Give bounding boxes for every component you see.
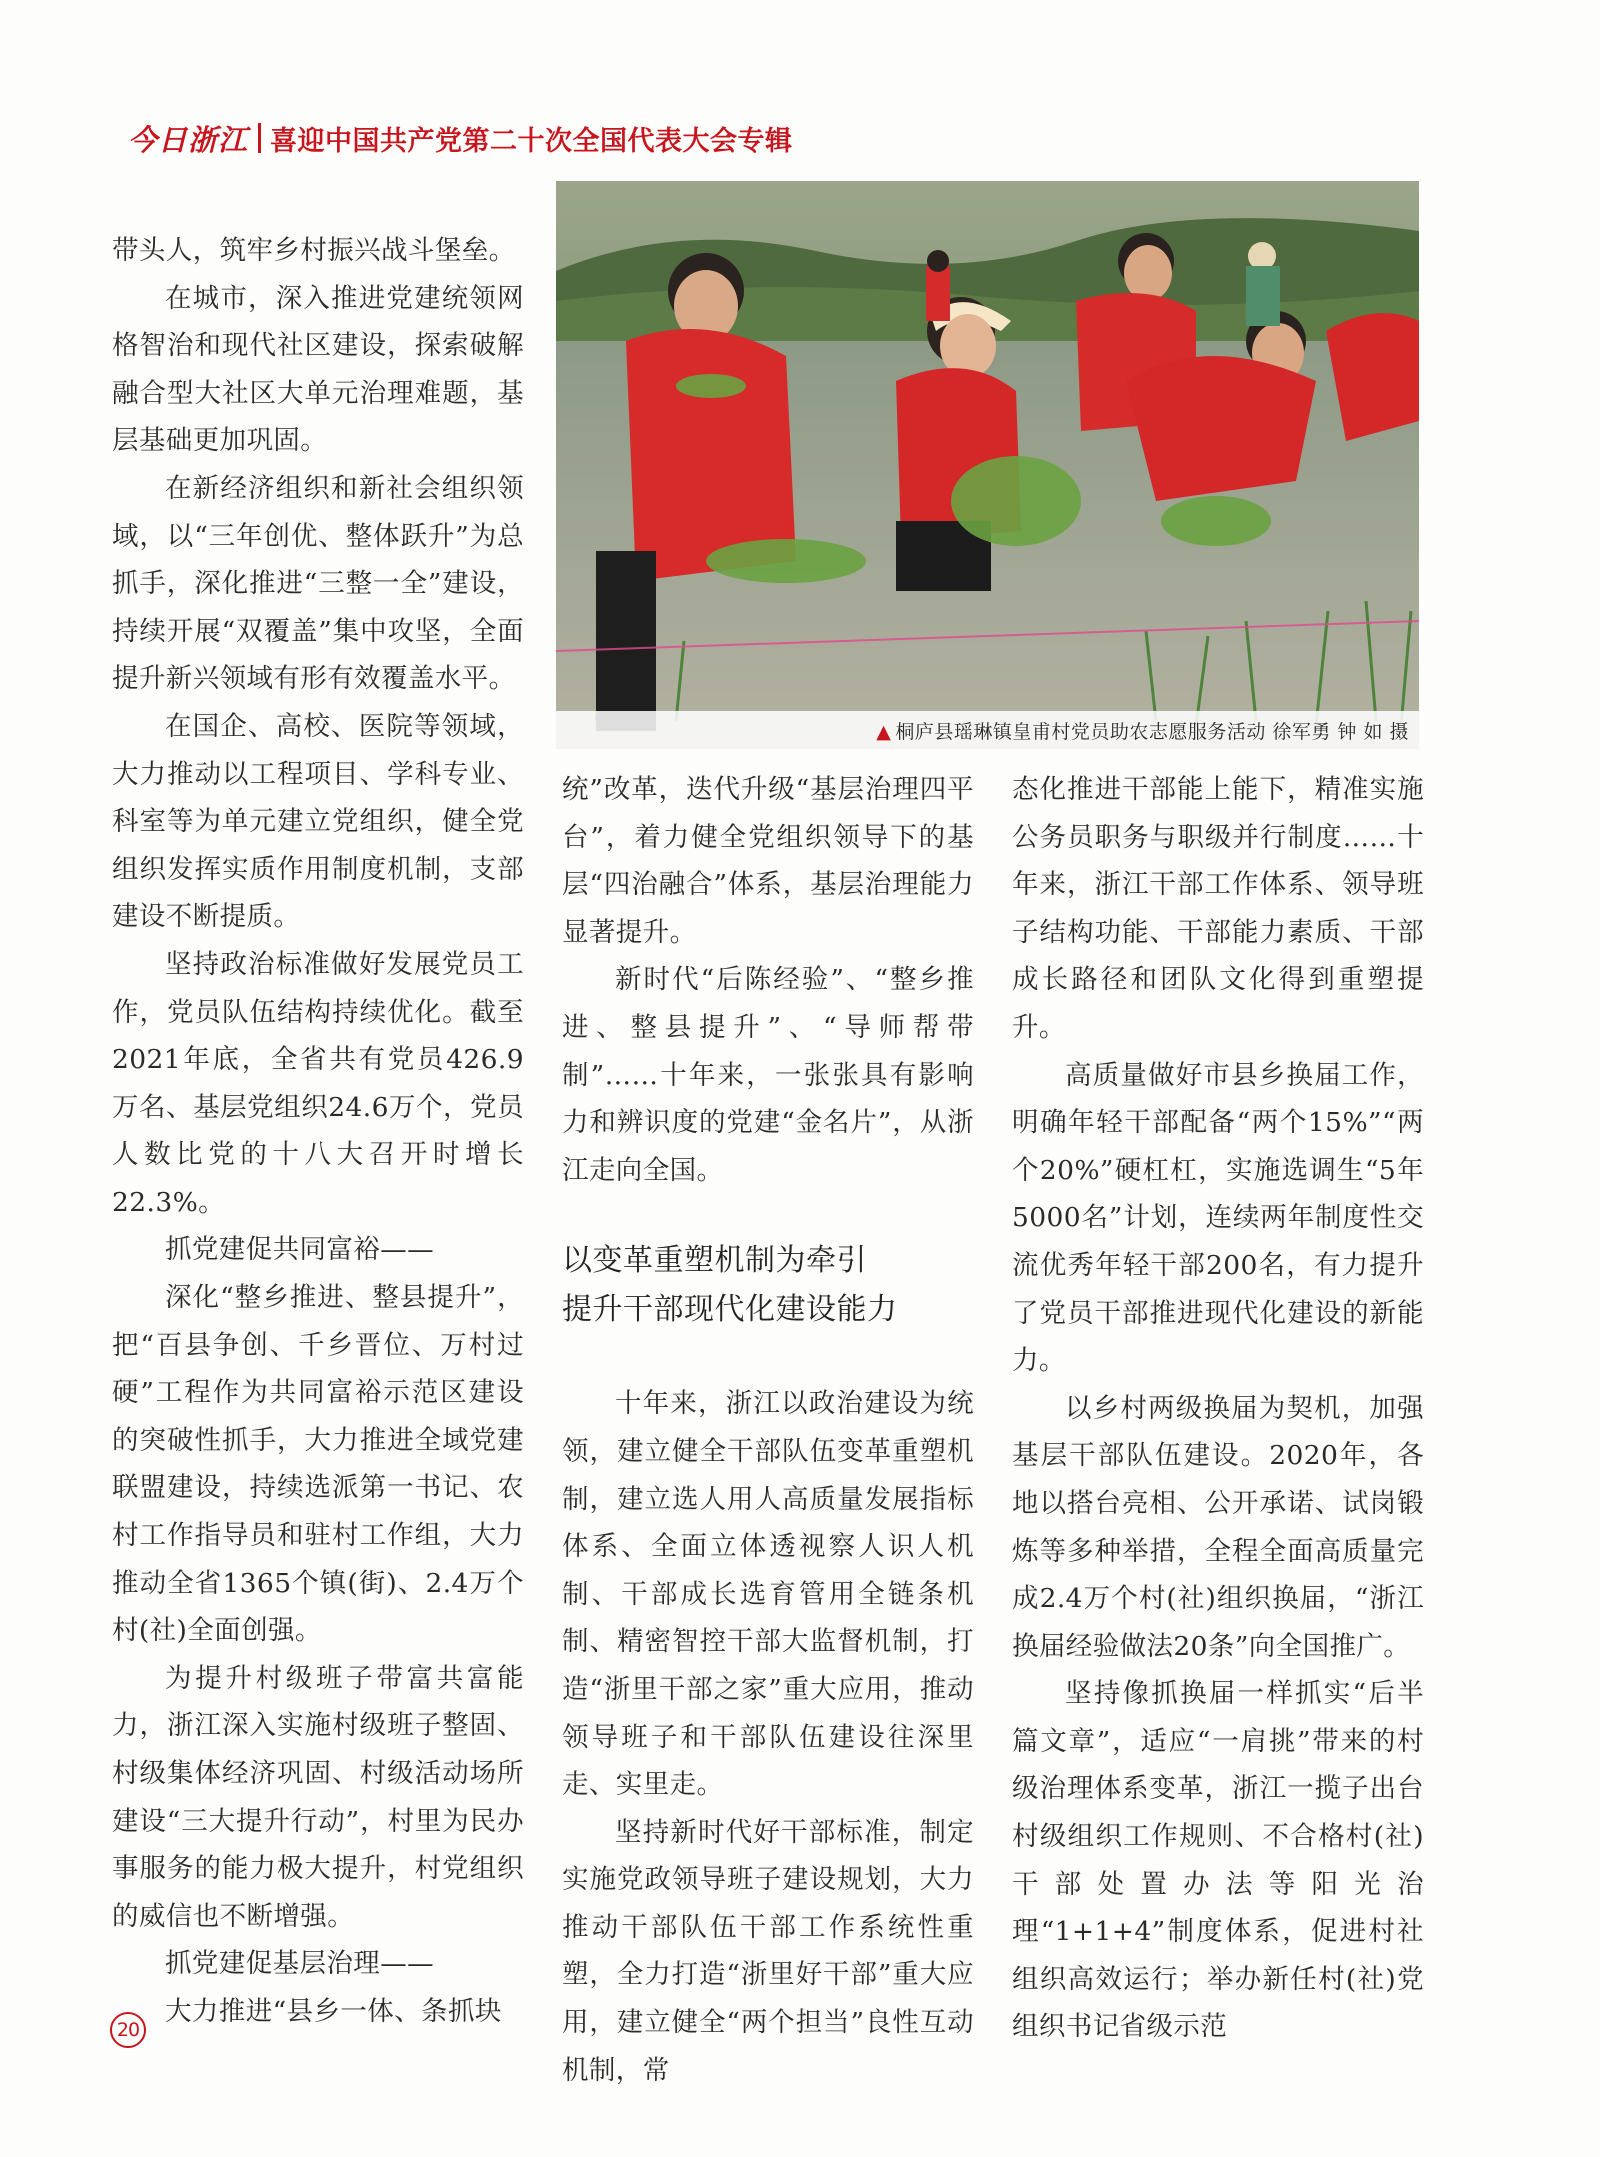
- paragraph: 在新经济组织和新社会组织领域，以“三年创优、整体跃升”为总抓手，深化推进“三整一全”建设，持续开展“双覆盖”集中攻坚，全面提升新兴领域有形有效覆盖水平。: [112, 472, 524, 695]
- paragraph: 态化推进干部能上能下，精准实施公务员职务与职级并行制度……十年来，浙江干部工作体系、领导班子结构功能、干部能力素质、干部成长路径和团队文化得到重塑提升。: [1012, 774, 1424, 1043]
- photo-caption-bar: [556, 711, 1419, 749]
- paragraph: 坚持新时代好干部标准，制定实施党政领导班子建设规划，大力推动干部队伍干部工作系统性重塑，全力打造“浙里好干部”重大应用，建立健全“两个担当”良性互动机制，常: [562, 1816, 974, 2086]
- paragraph: 带头人，筑牢乡村振兴战斗堡垒。: [112, 235, 516, 266]
- subheading: 抓党建促共同富裕——: [165, 1234, 434, 1266]
- section-heading-line: 提升干部现代化建设能力: [562, 1292, 898, 1328]
- paragraph: 以乡村两级换届为契机，加强基层干部队伍建设。2020年，各地以搭台亮相、公开承诺、试岗锻炼等多种举措，全程全面高质量完成2.4万个村(社)组织换届，“浙江换届经验做法20条”向全国推广。: [1012, 1392, 1424, 1662]
- text-column-1: [112, 227, 524, 2036]
- page-number: 20: [110, 2012, 146, 2048]
- section-heading: [562, 1236, 974, 1334]
- text-column-2: [562, 766, 974, 2094]
- paragraph: 为提升村级班子带富共富能力，浙江深入实施村级班子整固、村级集体经济巩固、村级活动场所建设“三大提升行动”，村里为民办事服务的能力极大提升，村党组织的威信也不断增强。: [112, 1662, 524, 1932]
- text-column-3: [1012, 766, 1424, 2051]
- paragraph: 新时代“后陈经验”、“整乡推进、整县提升”、“导师帮带制”……十年来，一张张具有影响力和辨识度的党建“金名片”，从浙江走向全国。: [562, 964, 974, 1186]
- paragraph: 高质量做好市县乡换届工作，明确年轻干部配备“两个15%”“两个20%”硬杠杠，实施选调生“5年5000名”计划，连续两年制度性交流优秀年轻干部200名，有力提升了党员干部推进现代化建设的新能力。: [1012, 1059, 1424, 1377]
- paragraph: 坚持像抓换届一样抓实“后半篇文章”，适应“一肩挑”带来的村级治理体系变革，浙江一揽子出台村级组织工作规则、不合格村(社)干部处置办法等阳光治理“1+1+4”制度体系，促进村社组织高效运行；举办新任村(社)党组织书记省级示范: [1012, 1678, 1424, 2043]
- article-photo: [556, 181, 1419, 749]
- header-divider: [258, 123, 261, 153]
- subheading: 抓党建促基层治理——: [165, 1948, 434, 1980]
- section-heading-line: 以变革重塑机制为牵引: [562, 1243, 867, 1279]
- photo-caption: [876, 717, 1409, 744]
- paragraph: 深化“整乡推进、整县提升”，把“百县争创、千乡晋位、万村过硬”工程作为共同富裕示范区建设的突破性抓手，大力推进全域党建联盟建设，持续选派第一书记、农村工作指导员和驻村工作组，大力推动全省1365个镇(街)、2.4万个村(社)全面创强。: [112, 1282, 524, 1647]
- rice-planting-photo: [556, 181, 1419, 749]
- header-title: 喜迎中国共产党第二十次全国代表大会专辑: [270, 125, 793, 157]
- paragraph: 统”改革，迭代升级“基层治理四平台”，着力健全党组织领导下的基层“四治融合”体系，基层治理能力显著提升。: [562, 774, 974, 948]
- paragraph: 坚持政治标准做好发展党员工作，党员队伍结构持续优化。截至2021年底，全省共有党员426.9万名、基层党组织24.6万个，党员人数比党的十八大召开时增长22.3%。: [112, 948, 524, 1218]
- caption-triangle-icon: ▲: [876, 720, 892, 743]
- page-header: [128, 118, 793, 158]
- magazine-brand: 今日浙江: [128, 122, 249, 157]
- paragraph: 在城市，深入推进党建统领网格智治和现代社区建设，探索破解融合型大社区大单元治理难题，基层基础更加巩固。: [112, 282, 524, 457]
- caption-label: 桐庐县瑶琳镇皇甫村党员助农志愿服务活动 徐军勇 钟 如 摄: [895, 720, 1409, 743]
- paragraph: 在国企、高校、医院等领域，大力推动以工程项目、学科专业、科室等为单元建立党组织，健全党组织发挥实质作用制度机制，支部建设不断提质。: [112, 710, 524, 933]
- paragraph: 十年来，浙江以政治建设为统领，建立健全干部队伍变革重塑机制，建立选人用人高质量发展指标体系、全面立体透视察人识人机制、干部成长选育管用全链条机制、精密智控干部大监督机制，打造“浙里干部之家”重大应用，推动领导班子和干部队伍建设往深里走、实里走。: [562, 1388, 974, 1801]
- paragraph: 大力推进“县乡一体、条抓块: [165, 1995, 502, 2027]
